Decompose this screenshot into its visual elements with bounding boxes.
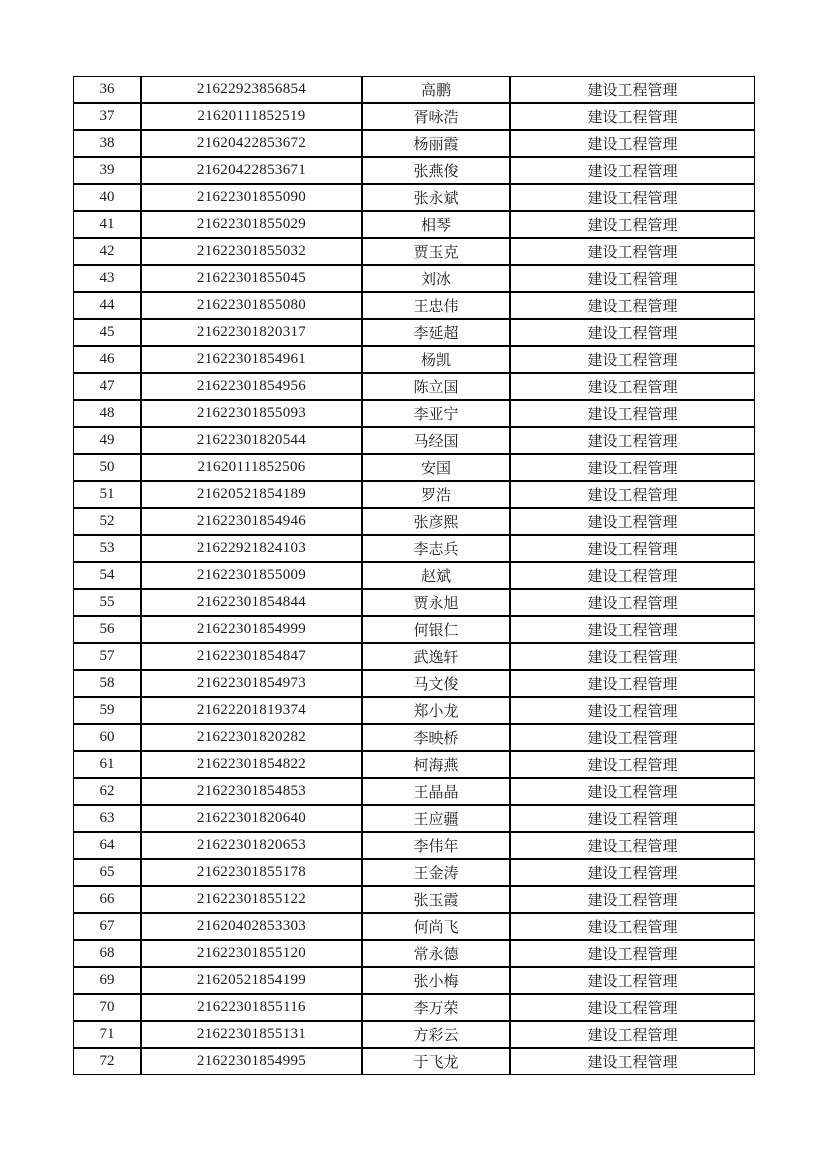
exam-id-cell: 21622923856854 [141, 76, 362, 103]
major-cell: 建设工程管理 [510, 346, 755, 373]
student-name-cell: 郑小龙 [362, 697, 510, 724]
exam-id-cell: 21622301855032 [141, 238, 362, 265]
student-name-cell: 李万荣 [362, 994, 510, 1021]
student-name-cell: 赵斌 [362, 562, 510, 589]
exam-id-cell: 21622201819374 [141, 697, 362, 724]
table-row [73, 184, 755, 211]
major-cell: 建设工程管理 [510, 589, 755, 616]
table-row [73, 562, 755, 589]
row-number-cell: 41 [73, 211, 141, 238]
table-row [73, 481, 755, 508]
student-name-cell: 于飞龙 [362, 1048, 510, 1075]
major-cell: 建设工程管理 [510, 292, 755, 319]
exam-id-cell: 21622301855029 [141, 211, 362, 238]
table-row [73, 346, 755, 373]
exam-id-cell: 21620422853672 [141, 130, 362, 157]
student-name-cell: 安国 [362, 454, 510, 481]
major-cell: 建设工程管理 [510, 400, 755, 427]
student-name-cell: 王晶晶 [362, 778, 510, 805]
row-number-cell: 43 [73, 265, 141, 292]
exam-id-cell: 21622301855122 [141, 886, 362, 913]
row-number-cell: 38 [73, 130, 141, 157]
major-cell: 建设工程管理 [510, 562, 755, 589]
row-number-cell: 66 [73, 886, 141, 913]
table-row [73, 724, 755, 751]
row-number-cell: 40 [73, 184, 141, 211]
student-name-cell: 王金涛 [362, 859, 510, 886]
major-cell: 建设工程管理 [510, 643, 755, 670]
table-row [73, 670, 755, 697]
exam-id-cell: 21622301854946 [141, 508, 362, 535]
row-number-cell: 61 [73, 751, 141, 778]
table-row [73, 238, 755, 265]
exam-id-cell: 21620521854199 [141, 967, 362, 994]
major-cell: 建设工程管理 [510, 913, 755, 940]
student-name-cell: 张玉霞 [362, 886, 510, 913]
exam-id-cell: 21622301854961 [141, 346, 362, 373]
student-name-cell: 何尚飞 [362, 913, 510, 940]
row-number-cell: 47 [73, 373, 141, 400]
row-number-cell: 67 [73, 913, 141, 940]
row-number-cell: 49 [73, 427, 141, 454]
major-cell: 建设工程管理 [510, 373, 755, 400]
exam-id-cell: 21622301854956 [141, 373, 362, 400]
table-row [73, 454, 755, 481]
row-number-cell: 56 [73, 616, 141, 643]
major-cell: 建设工程管理 [510, 76, 755, 103]
table-row [73, 751, 755, 778]
student-name-cell: 王应疆 [362, 805, 510, 832]
table-row [73, 265, 755, 292]
table-row [73, 994, 755, 1021]
exam-id-cell: 21622301854853 [141, 778, 362, 805]
table-row [73, 400, 755, 427]
table-row [73, 319, 755, 346]
exam-id-cell: 21622301855116 [141, 994, 362, 1021]
exam-id-cell: 21622301854844 [141, 589, 362, 616]
major-cell: 建设工程管理 [510, 859, 755, 886]
table-row [73, 859, 755, 886]
table-row [73, 967, 755, 994]
table-row [73, 778, 755, 805]
row-number-cell: 37 [73, 103, 141, 130]
major-cell: 建设工程管理 [510, 427, 755, 454]
table-row [73, 589, 755, 616]
row-number-cell: 70 [73, 994, 141, 1021]
row-number-cell: 44 [73, 292, 141, 319]
row-number-cell: 65 [73, 859, 141, 886]
student-name-cell: 胥咏浩 [362, 103, 510, 130]
row-number-cell: 54 [73, 562, 141, 589]
exam-id-cell: 21622301855009 [141, 562, 362, 589]
student-name-cell: 贾玉克 [362, 238, 510, 265]
exam-id-cell: 21622301820653 [141, 832, 362, 859]
student-name-cell: 陈立国 [362, 373, 510, 400]
major-cell: 建设工程管理 [510, 1048, 755, 1075]
exam-id-cell: 21622301855080 [141, 292, 362, 319]
table-row [73, 427, 755, 454]
major-cell: 建设工程管理 [510, 157, 755, 184]
student-name-cell: 贾永旭 [362, 589, 510, 616]
exam-id-cell: 21622301855178 [141, 859, 362, 886]
table-row [73, 373, 755, 400]
table-row [73, 76, 755, 103]
major-cell: 建设工程管理 [510, 130, 755, 157]
major-cell: 建设工程管理 [510, 319, 755, 346]
row-number-cell: 68 [73, 940, 141, 967]
row-number-cell: 39 [73, 157, 141, 184]
table-row [73, 103, 755, 130]
student-name-cell: 高鹏 [362, 76, 510, 103]
exam-id-cell: 21620111852519 [141, 103, 362, 130]
major-cell: 建设工程管理 [510, 724, 755, 751]
exam-id-cell: 21622301855045 [141, 265, 362, 292]
student-name-cell: 张小梅 [362, 967, 510, 994]
row-number-cell: 62 [73, 778, 141, 805]
row-number-cell: 64 [73, 832, 141, 859]
table-row [73, 157, 755, 184]
table-row [73, 697, 755, 724]
exam-id-cell: 21622301820640 [141, 805, 362, 832]
table-row [73, 643, 755, 670]
table-row [73, 130, 755, 157]
student-name-cell: 李映桥 [362, 724, 510, 751]
exam-id-cell: 21622301854822 [141, 751, 362, 778]
exam-id-cell: 21622301820282 [141, 724, 362, 751]
exam-id-cell: 21622301855090 [141, 184, 362, 211]
student-name-cell: 武逸轩 [362, 643, 510, 670]
major-cell: 建设工程管理 [510, 1021, 755, 1048]
exam-id-cell: 21620422853671 [141, 157, 362, 184]
student-name-cell: 张彦熙 [362, 508, 510, 535]
table-row [73, 535, 755, 562]
table-row [73, 832, 755, 859]
student-name-cell: 杨丽霞 [362, 130, 510, 157]
student-name-cell: 相琴 [362, 211, 510, 238]
major-cell: 建设工程管理 [510, 805, 755, 832]
exam-id-cell: 21620111852506 [141, 454, 362, 481]
major-cell: 建设工程管理 [510, 454, 755, 481]
exam-id-cell: 21622301820317 [141, 319, 362, 346]
exam-id-cell: 21622301855093 [141, 400, 362, 427]
exam-id-cell: 21622301820544 [141, 427, 362, 454]
student-name-cell: 何银仁 [362, 616, 510, 643]
row-number-cell: 53 [73, 535, 141, 562]
major-cell: 建设工程管理 [510, 616, 755, 643]
major-cell: 建设工程管理 [510, 697, 755, 724]
exam-id-cell: 21620402853303 [141, 913, 362, 940]
table-row [73, 211, 755, 238]
table-row [73, 508, 755, 535]
student-name-cell: 罗浩 [362, 481, 510, 508]
row-number-cell: 36 [73, 76, 141, 103]
student-name-cell: 李伟年 [362, 832, 510, 859]
major-cell: 建设工程管理 [510, 994, 755, 1021]
exam-id-cell: 21622301854973 [141, 670, 362, 697]
row-number-cell: 63 [73, 805, 141, 832]
major-cell: 建设工程管理 [510, 751, 755, 778]
table-row [73, 805, 755, 832]
row-number-cell: 71 [73, 1021, 141, 1048]
student-name-cell: 李延超 [362, 319, 510, 346]
table-row [73, 292, 755, 319]
exam-id-cell: 21622301854999 [141, 616, 362, 643]
major-cell: 建设工程管理 [510, 940, 755, 967]
table-row [73, 940, 755, 967]
exam-id-cell: 21622301854995 [141, 1048, 362, 1075]
student-name-cell: 柯海燕 [362, 751, 510, 778]
student-name-cell: 方彩云 [362, 1021, 510, 1048]
student-name-cell: 王忠伟 [362, 292, 510, 319]
table-body [73, 76, 755, 1075]
row-number-cell: 55 [73, 589, 141, 616]
row-number-cell: 51 [73, 481, 141, 508]
major-cell: 建设工程管理 [510, 184, 755, 211]
major-cell: 建设工程管理 [510, 535, 755, 562]
major-cell: 建设工程管理 [510, 832, 755, 859]
exam-id-cell: 21622301855131 [141, 1021, 362, 1048]
exam-id-cell: 21622301854847 [141, 643, 362, 670]
row-number-cell: 58 [73, 670, 141, 697]
major-cell: 建设工程管理 [510, 211, 755, 238]
student-name-cell: 刘冰 [362, 265, 510, 292]
row-number-cell: 52 [73, 508, 141, 535]
table-row [73, 913, 755, 940]
row-number-cell: 60 [73, 724, 141, 751]
row-number-cell: 46 [73, 346, 141, 373]
row-number-cell: 45 [73, 319, 141, 346]
row-number-cell: 57 [73, 643, 141, 670]
row-number-cell: 48 [73, 400, 141, 427]
student-name-cell: 李志兵 [362, 535, 510, 562]
table-row [73, 1048, 755, 1075]
student-name-cell: 马经国 [362, 427, 510, 454]
student-name-cell: 李亚宁 [362, 400, 510, 427]
student-name-cell: 常永德 [362, 940, 510, 967]
table-row [73, 1021, 755, 1048]
table-row [73, 886, 755, 913]
exam-id-cell: 21622921824103 [141, 535, 362, 562]
student-name-cell: 杨凯 [362, 346, 510, 373]
major-cell: 建设工程管理 [510, 238, 755, 265]
major-cell: 建设工程管理 [510, 481, 755, 508]
table-row [73, 616, 755, 643]
student-name-cell: 马文俊 [362, 670, 510, 697]
major-cell: 建设工程管理 [510, 103, 755, 130]
major-cell: 建设工程管理 [510, 778, 755, 805]
row-number-cell: 50 [73, 454, 141, 481]
student-name-cell: 张永斌 [362, 184, 510, 211]
major-cell: 建设工程管理 [510, 886, 755, 913]
student-name-cell: 张燕俊 [362, 157, 510, 184]
exam-id-cell: 21620521854189 [141, 481, 362, 508]
row-number-cell: 69 [73, 967, 141, 994]
major-cell: 建设工程管理 [510, 967, 755, 994]
major-cell: 建设工程管理 [510, 265, 755, 292]
student-roster-table [73, 76, 755, 1075]
row-number-cell: 42 [73, 238, 141, 265]
major-cell: 建设工程管理 [510, 508, 755, 535]
major-cell: 建设工程管理 [510, 670, 755, 697]
row-number-cell: 72 [73, 1048, 141, 1075]
exam-id-cell: 21622301855120 [141, 940, 362, 967]
row-number-cell: 59 [73, 697, 141, 724]
